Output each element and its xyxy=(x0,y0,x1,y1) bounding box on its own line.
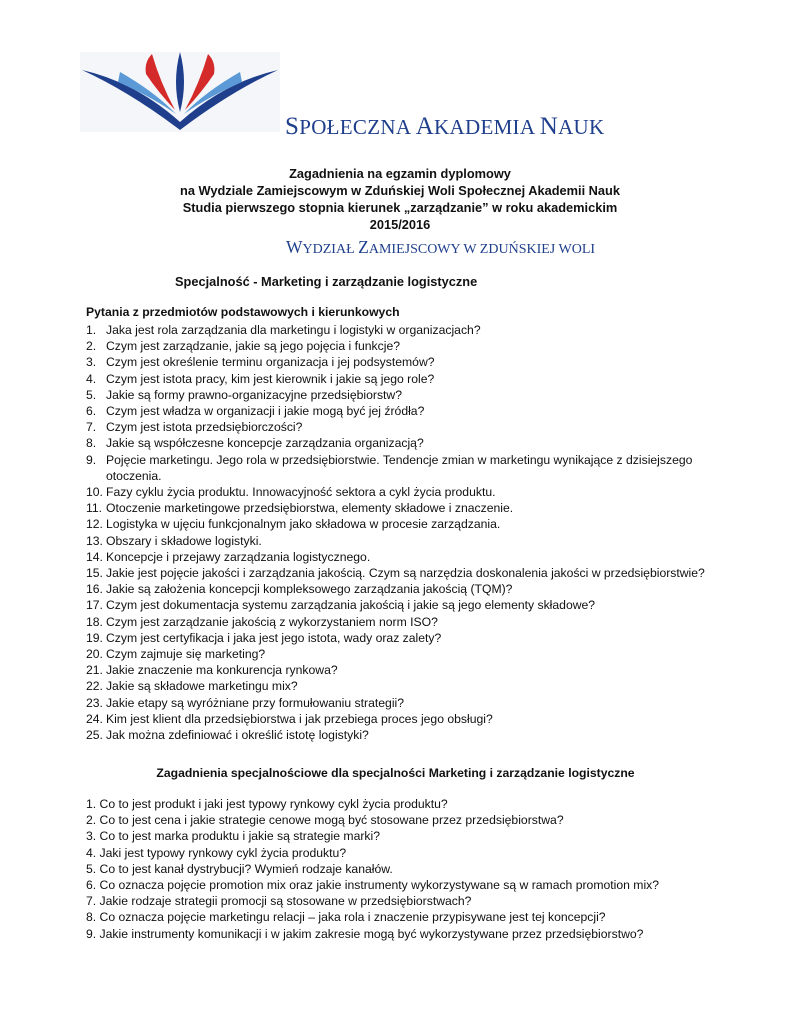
question-number: 10. xyxy=(86,485,103,500)
list-item xyxy=(86,419,726,435)
list-item: 4. Jaki jest typowy rynkowy cykl życia produktu? xyxy=(86,845,347,860)
list-item xyxy=(86,646,726,662)
question-text: Pojęcie marketingu. Jego rola w przedsiębiorstwie. Tendencje zmian w marketingu wynikające z dzisiejszego otoczenia. xyxy=(106,452,693,483)
academy-logo xyxy=(80,52,280,132)
list-item xyxy=(86,711,726,727)
question-text: Jak można zdefiniować i określić istotę logistyki? xyxy=(106,728,369,743)
question-number: 1. xyxy=(86,323,97,337)
question-text: Czym jest istota pracy, kim jest kierownik i jakie są jego role? xyxy=(106,371,435,386)
question-number: 16. xyxy=(86,582,103,597)
list-item xyxy=(86,338,726,354)
section2-question-list xyxy=(86,796,766,942)
list-item xyxy=(86,533,726,549)
question-number: 20. xyxy=(86,647,103,662)
question-number: 18. xyxy=(86,614,103,629)
list-item xyxy=(86,549,726,565)
question-text: Jakie jest pojęcie jakości i zarządzania jakością. Czym są narzędzia doskonalenia jakości w przedsiębiorstwie? xyxy=(106,566,705,581)
question-text: Czym zajmuje się marketing? xyxy=(106,647,266,662)
question-number: 4. xyxy=(86,371,97,386)
list-item xyxy=(86,565,726,581)
question-number: 17. xyxy=(86,598,103,613)
document-heading xyxy=(150,165,650,233)
question-number: 23. xyxy=(86,695,103,710)
question-text: Czym jest władza w organizacji i jakie mogą być jej źródła? xyxy=(106,404,425,419)
question-text: Jakie są założenia koncepcji kompleksowego zarządzania jakością (TQM)? xyxy=(106,582,513,597)
question-number: 22. xyxy=(86,679,103,694)
list-item: 7. Jakie rodzaje strategii promocji są stosowane w przedsiębiorstwach? xyxy=(86,894,472,909)
question-text: Czym jest określenie terminu organizacja i jej podsystemów? xyxy=(106,355,435,370)
question-number: 3. xyxy=(86,355,97,370)
section1-title: Pytania z przedmiotów podstawowych i kierunkowych xyxy=(86,305,400,319)
list-item xyxy=(86,387,726,403)
question-number: 15. xyxy=(86,566,103,581)
list-item xyxy=(86,322,726,338)
question-text: Jakie znaczenie ma konkurencja rynkowa? xyxy=(105,663,338,678)
faculty-name: WYDZIAŁ ZAMIEJSCOWY W ZDUŃSKIEJ WOLI xyxy=(286,237,596,257)
question-text: Czym jest zarządzanie, jakie są jego pojęcia i funkcje? xyxy=(106,339,400,354)
question-text: Obszary i składowe logistyki. xyxy=(106,533,262,548)
question-number: 21. xyxy=(86,663,103,678)
question-text: Jakie są składowe marketingu mix? xyxy=(105,679,298,694)
list-item xyxy=(86,500,726,516)
question-number: 13. xyxy=(86,533,103,548)
list-item xyxy=(86,662,726,678)
list-item xyxy=(86,695,726,711)
list-item: 8. Co oznacza pojęcie marketingu relacji – jaka rola i znaczenie przypisywane jest tej koncepcji? xyxy=(86,910,606,925)
question-number: 6. xyxy=(86,404,97,419)
list-item: 6. Co oznacza pojęcie promotion mix oraz jakie instrumenty wykorzystywane są w ramach promotion mix? xyxy=(86,878,660,893)
question-number: 8. xyxy=(86,436,97,451)
question-number: 24. xyxy=(86,711,103,726)
list-item: 5. Co to jest kanał dystrybucji? Wymień rodzaje kanałów. xyxy=(86,861,393,876)
question-text: Czym jest certyfikacja i jaka jest jego istota, wady oraz zalety? xyxy=(106,630,442,645)
heading-line-1: Zagadnienia na egzamin dyplomowy xyxy=(289,166,511,181)
question-number: 25. xyxy=(86,728,103,743)
question-text: Otoczenie marketingowe przedsiębiorstwa, elementy składowe i znaczenie. xyxy=(106,501,514,516)
list-item xyxy=(86,597,726,613)
question-text: Jakie są współczesne koncepcje zarządzania organizacją? xyxy=(106,436,424,451)
question-text: Logistyka w ujęciu funkcjonalnym jako składowa w procesie zarządzania. xyxy=(106,517,501,532)
list-item xyxy=(86,581,726,597)
list-item xyxy=(86,403,726,419)
question-text: Czym jest dokumentacja systemu zarządzania jakością i jakie są jego elementy składowe? xyxy=(106,598,596,613)
question-text: Fazy cyklu życia produktu. Innowacyjność sektora a cykl życia produktu. xyxy=(106,485,496,500)
question-text: Jaka jest rola zarządzania dla marketingu i logistyki w organizacjach? xyxy=(106,323,481,337)
question-text: Czym jest istota przedsiębiorczości? xyxy=(106,420,303,435)
list-item xyxy=(86,727,726,743)
question-number: 11. xyxy=(86,501,103,516)
section1-question-list xyxy=(86,322,726,743)
question-text: Jakie są formy prawno-organizacyjne przedsiębiorstw? xyxy=(106,387,403,402)
question-number: 2. xyxy=(86,339,97,354)
question-number: 5. xyxy=(86,387,97,402)
question-number: 9. xyxy=(86,452,97,467)
academy-name: SPOŁECZNA AKADEMIA NAUK xyxy=(285,113,605,140)
question-number: 19. xyxy=(86,630,103,645)
heading-line-2: na Wydziale Zamiejscowym w Zduńskiej Woli Społecznej Akademii Nauk xyxy=(180,183,620,198)
heading-line-4: 2015/2016 xyxy=(369,217,431,232)
list-item xyxy=(86,484,726,500)
question-text: Kim jest klient dla przedsiębiorstwa i jak przebiega proces jego obsługi? xyxy=(105,711,493,726)
question-text: Czym jest zarządzanie jakością z wykorzystaniem norm ISO? xyxy=(106,614,438,629)
question-number: 14. xyxy=(86,549,103,564)
list-item xyxy=(86,371,726,387)
list-item xyxy=(86,614,726,630)
list-item xyxy=(86,516,726,532)
list-item: 3. Co to jest marka produktu i jakie są strategie marki? xyxy=(86,829,380,844)
list-item: 1. Co to jest produkt i jaki jest typowy rynkowy cykl życia produktu? xyxy=(86,797,448,811)
heading-line-3: Studia pierwszego stopnia kierunek „zarządzanie” w roku akademickim xyxy=(182,200,618,215)
section2-title: Zagadnienia specjalnościowe dla specjalności Marketing i zarządzanie logistyczne xyxy=(156,766,635,780)
question-number: 12. xyxy=(86,517,103,532)
list-item xyxy=(86,452,726,484)
list-item xyxy=(86,354,726,370)
list-item: 9. Jakie instrumenty komunikacji i w jakim zakresie mogą być wykorzystywane przez przedsiębiorstwo? xyxy=(86,926,644,941)
question-number: 7. xyxy=(86,420,97,435)
list-item: 2. Co to jest cena i jakie strategie cenowe mogą być stosowane przez przedsiębiorstwa? xyxy=(86,813,564,828)
list-item xyxy=(86,630,726,646)
question-text: Koncepcje i przejawy zarządzania logistycznego. xyxy=(106,549,371,564)
list-item xyxy=(86,435,726,451)
question-text: Jakie etapy są wyróżniane przy formułowaniu strategii? xyxy=(105,695,405,710)
open-book-icon xyxy=(80,52,280,132)
specialization-title: Specjalność - Marketing i zarządzanie logistyczne xyxy=(175,274,478,289)
list-item xyxy=(86,678,726,694)
